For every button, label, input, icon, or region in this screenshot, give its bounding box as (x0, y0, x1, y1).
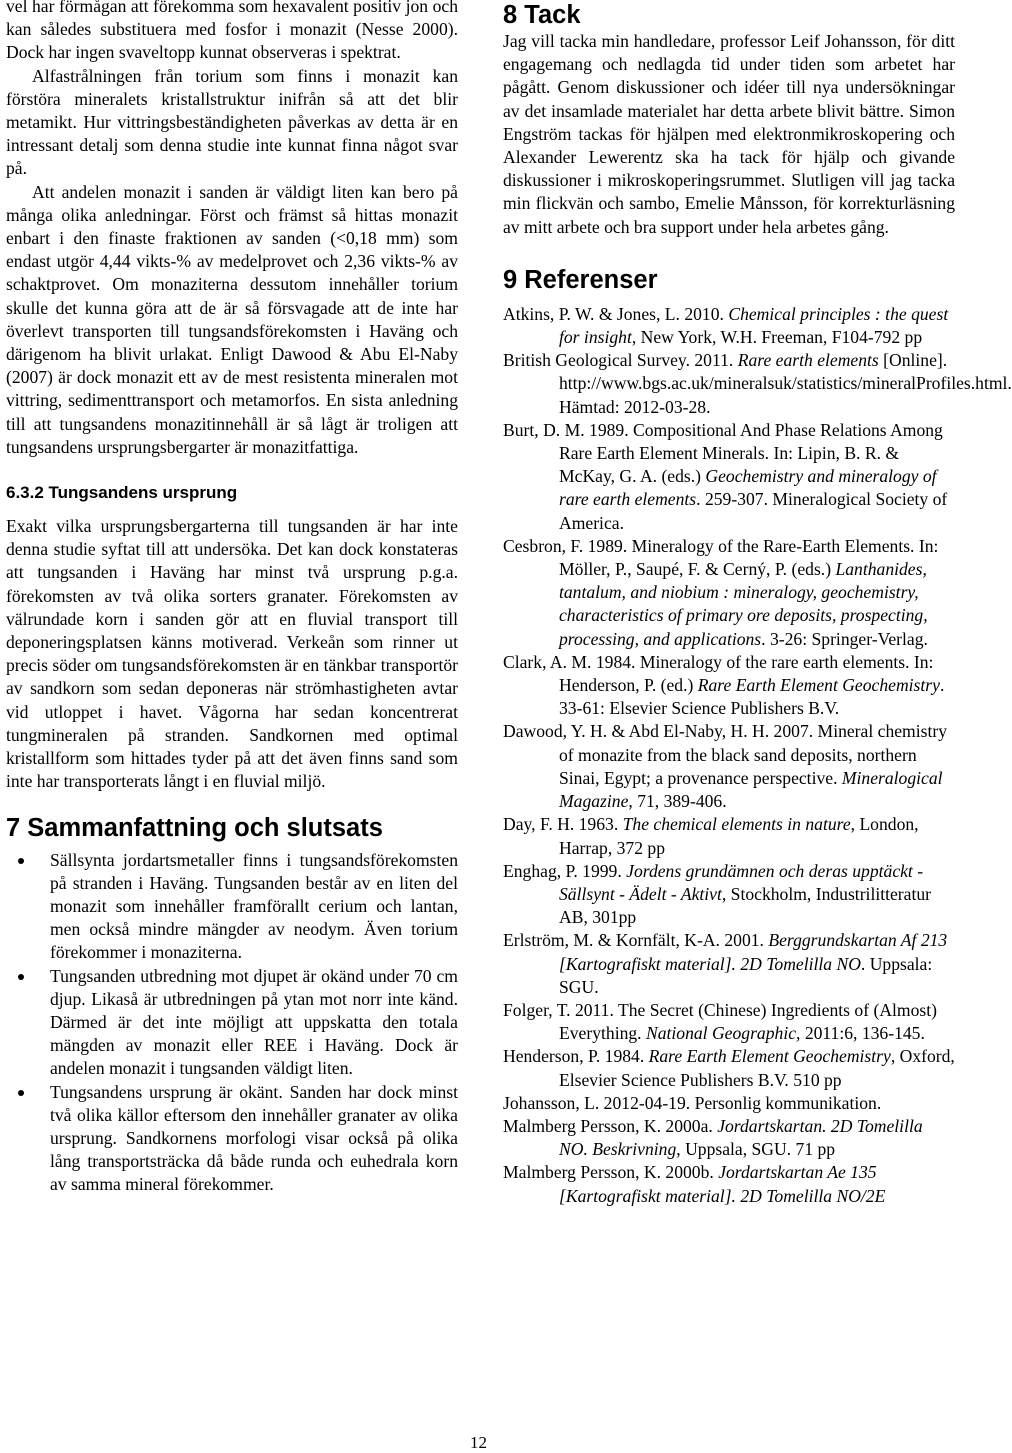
reference-author-text: Enghag, P. 1999. (503, 860, 627, 881)
list-item-text: Sällsynta jordartsmetaller finns i tungsandsförekomsten på stranden i Haväng. Tungsanden består av en liten del monazit som innehåller framförallt cerium och lantan, men också mindre mängder av neodym. Även torium förekommer i monaziterna. (50, 849, 458, 963)
reference-publication-text: . 3-26: Springer-Verlag. (761, 628, 928, 649)
paragraph: vel har förmågan att förekomma som hexavalent positiv jon och kan således substituera med fosfor i monazit (Nesse 2000). Dock har ingen svaveltopp kunnat observeras i spektrat. (6, 0, 458, 63)
reference-item (503, 1161, 955, 1207)
list-item (6, 1081, 458, 1197)
reference-list (503, 303, 1012, 1208)
right-column (503, 0, 1012, 1208)
reference-author-text: Erlström, M. & Kornfält, K-A. 2001. (503, 930, 769, 951)
reference-item (503, 1045, 955, 1091)
reference-item (503, 813, 955, 859)
paragraph: Alfastrålningen från torium som finns i monazit kan förstöra mineralets kristallstruktur inifrån så att det blir metamikt. Hur vittringsbeständigheten påverkas av detta är en intressant detalj som denna studie inte kunnat finna något svar på. (6, 65, 458, 179)
reference-publication-text: . 259-307. Mineralogical Society of America. (559, 489, 948, 533)
reference-author-text: Burt, D. M. 1989. Compositional And Phase Relations Among Rare Earth Element Minerals. In: Lipin, B. R. & McKay, G. A. (eds.) (503, 419, 943, 487)
reference-item (503, 349, 1012, 419)
bullet-icon (18, 858, 24, 864)
reference-author-text: Day, F. H. 1963. (503, 814, 623, 835)
section-heading-9: 9 Referenser (503, 265, 658, 294)
reference-author-text: Clark, A. M. 1984. Mineralogy of the rare earth elements. In: Henderson, P. (ed.) (503, 651, 934, 696)
page-number: 12 (470, 1433, 487, 1452)
reference-item (503, 1092, 955, 1115)
reference-author-text: Malmberg Persson, K. 2000a. (503, 1115, 718, 1136)
reference-publication-text: , 2011:6, 136-145. (796, 1023, 925, 1044)
reference-author-text: Malmberg Persson, K. 2000b. (503, 1162, 719, 1183)
reference-title: Rare Earth Element Geochemistry (697, 675, 940, 696)
reference-item (503, 535, 955, 651)
reference-item (503, 860, 955, 930)
list-item-text: Tungsandens ursprung är okänt. Sanden har dock minst två olika källor eftersom den innehåller granater av olika ursprung. Sandkornens morfologi visar också på olika lång transportsträcka då både runda och euhedrala korn av samma mineral förekommer. (50, 1081, 458, 1195)
reference-author-text: Henderson, P. 1984. (503, 1046, 649, 1067)
list-item (6, 965, 458, 1081)
reference-publication-text: , London, Harrap, 372 pp (559, 814, 919, 858)
reference-author-text: Dawood, Y. H. & Abd El-Naby, H. H. 2007. Mineral chemistry of monazite from the black sand deposits, northern Sinai, Egypt; a provenance perspective. (503, 721, 948, 788)
reference-title: Lanthanides, tantalum, and niobium : mineralogy, geochemistry, characteristics of primary ore deposits, prospecting, processing, and applications (559, 559, 928, 649)
reference-author-text: Cesbron, F. 1989. Mineralogy of the Rare-Earth Elements. In: Möller, P., Saupé, F. & Cerný, P. (eds.) (503, 535, 939, 580)
left-column (6, 0, 458, 1197)
reference-title: Chemical principles : the quest for insight (559, 303, 949, 348)
reference-publication-text: . 33-61: Elsevier Science Publishers B.V. (559, 675, 945, 719)
paragraph: Jag vill tacka min handledare, professor Leif Johansson, för ditt engagemang och nedlagda tid under tiden som arbetet har pågått. Genom diskussioner och idéer till nya undersökningar av det insamlade materialet har detta arbete blivit bättre. Simon Engström tackas för hjälpen med elektronmikroskopering och Alexander Lewerentz ska ha tack för hjälp och givande diskussioner i mikroskoperingsrummet. Slutligen vill jag tacka min flickvän och sambo, Emelie Månsson, för korrekturläsning av mitt arbete och bra support under hela arbetes gång. (503, 31, 955, 237)
reference-publication-text: . Uppsala: SGU. (559, 953, 933, 997)
paragraph: Exakt vilka ursprungsbergarterna till tungsanden är har inte denna studie syftat till att undersöka. Det kan dock konstateras att tungsanden i Haväng har minst två ursprung p.g.a. förekomsten av två olika sorters granater. Förekomsten av välrundade korn i sanden gör att en fluvial transport till deponeringsplatsen känns motiverad. Verkeån som rinner ut precis söder om tungsandsförekomsten är en tänkbar transportör av sandkorn som sedan deponeras när strömhastigheten avtar vid utloppet i havet. Vågorna har sedan koncentrerat tungmineralen på stranden. Sandkornen med optimal kristallform som hittades tyder på att det även finns sand som inte har transporterats långt i en fluvial miljö. (6, 516, 458, 792)
list-item-text: Tungsanden utbredning mot djupet är okänd under 70 cm djup. Likaså är utbredningen på ytan mot norr inte känd. Därmed är det inte möjligt att uppskatta den totala mängden av monazit eller REE i Haväng. Dock är andelen monazit i tungsanden väldigt liten. (50, 965, 458, 1079)
reference-title: The chemical elements in nature (622, 814, 851, 835)
section-heading-8: 8 Tack (503, 1, 581, 29)
reference-title: Mineralogical Magazine (559, 767, 943, 812)
reference-title: Berggrundskartan Af 213 [Kartografiskt material]. 2D Tomelilla NO (559, 930, 948, 974)
reference-item (503, 720, 955, 813)
reference-author-text: Folger, T. 2011. The Secret (Chinese) Ingredients of (Almost) Everything. (503, 999, 937, 1044)
reference-item (503, 419, 955, 535)
reference-publication-text: , New York, W.H. Freeman, F104-792 pp (631, 327, 923, 348)
paragraph: Att andelen monazit i sanden är väldigt liten kan bero på många olika anledningar. Först och främst så hittas monazit enbart i den finaste fraktionen av sanden (<0,18 mm) som endast utgör 4,44 vikts-% av medelprovet och 2,36 vikts-% av schaktprovet. Om monaziterna dessutom innehåller torium skulle det kunna göra att de är så försvagade att de inte har överlevt transporten till tungsandsförekomsten i Haväng och därigenom ha blivit urlakat. Enligt Dawood & Abu El-Naby (2007) är dock monazit ett av de mest resistenta mineralen mot vittring, sedimenttransport och metamorfos. En sista anledning till att tungsandens monazitinnehåll är så lågt är troligen att tungsandens ursprungsbergarter är monazitfattiga. (6, 181, 458, 457)
reference-author-text: British Geological Survey. 2011. (503, 350, 738, 371)
section-heading-7: 7 Sammanfattning och slutsats (6, 813, 383, 842)
reference-item (503, 929, 955, 999)
reference-title: National Geographic (645, 1023, 797, 1044)
reference-author-text: Johansson, L. 2012-04-19. Personlig kommunikation. (503, 1092, 882, 1113)
section-heading-6-3-2: 6.3.2 Tungsandens ursprung (6, 483, 238, 503)
reference-item (503, 651, 955, 721)
reference-title: Geochemistry and mineralogy of rare earth elements (559, 466, 937, 510)
reference-publication-text: , 71, 389-406. (628, 791, 727, 812)
reference-title: Jordens grundämnen och deras upptäckt - Sällsynt - Ädelt - Aktivt (559, 860, 924, 904)
summary-bullet-list (6, 849, 458, 1197)
reference-title: Jordartskartan. 2D Tomelilla NO. Beskrivning (559, 1115, 923, 1160)
bullet-icon (18, 1090, 24, 1096)
reference-publication-text: , Oxford, Elsevier Science Publishers B.V. 510 pp (559, 1046, 955, 1090)
reference-title: Rare earth elements (737, 350, 879, 371)
reference-item (503, 303, 955, 349)
reference-title: Rare Earth Element Geochemistry (648, 1046, 891, 1067)
reference-author-text: Atkins, P. W. & Jones, L. 2010. (503, 303, 729, 324)
reference-publication-text: , Uppsala, SGU. 71 pp (676, 1139, 836, 1160)
reference-title: Jordartskartan Ae 135 [Kartografiskt material]. 2D Tomelilla NO/2E (559, 1162, 886, 1206)
reference-publication-text: , Stockholm, Industrilitteratur AB, 301pp (559, 883, 932, 928)
list-item (6, 849, 458, 965)
bullet-icon (18, 974, 24, 980)
reference-item (503, 999, 955, 1045)
reference-item (503, 1115, 955, 1161)
reference-publication-text: [Online]. http://www.bgs.ac.uk/mineralsuk/statistics/mineralProfiles.html. Hämtad: 2012-03-28. (559, 350, 1012, 417)
